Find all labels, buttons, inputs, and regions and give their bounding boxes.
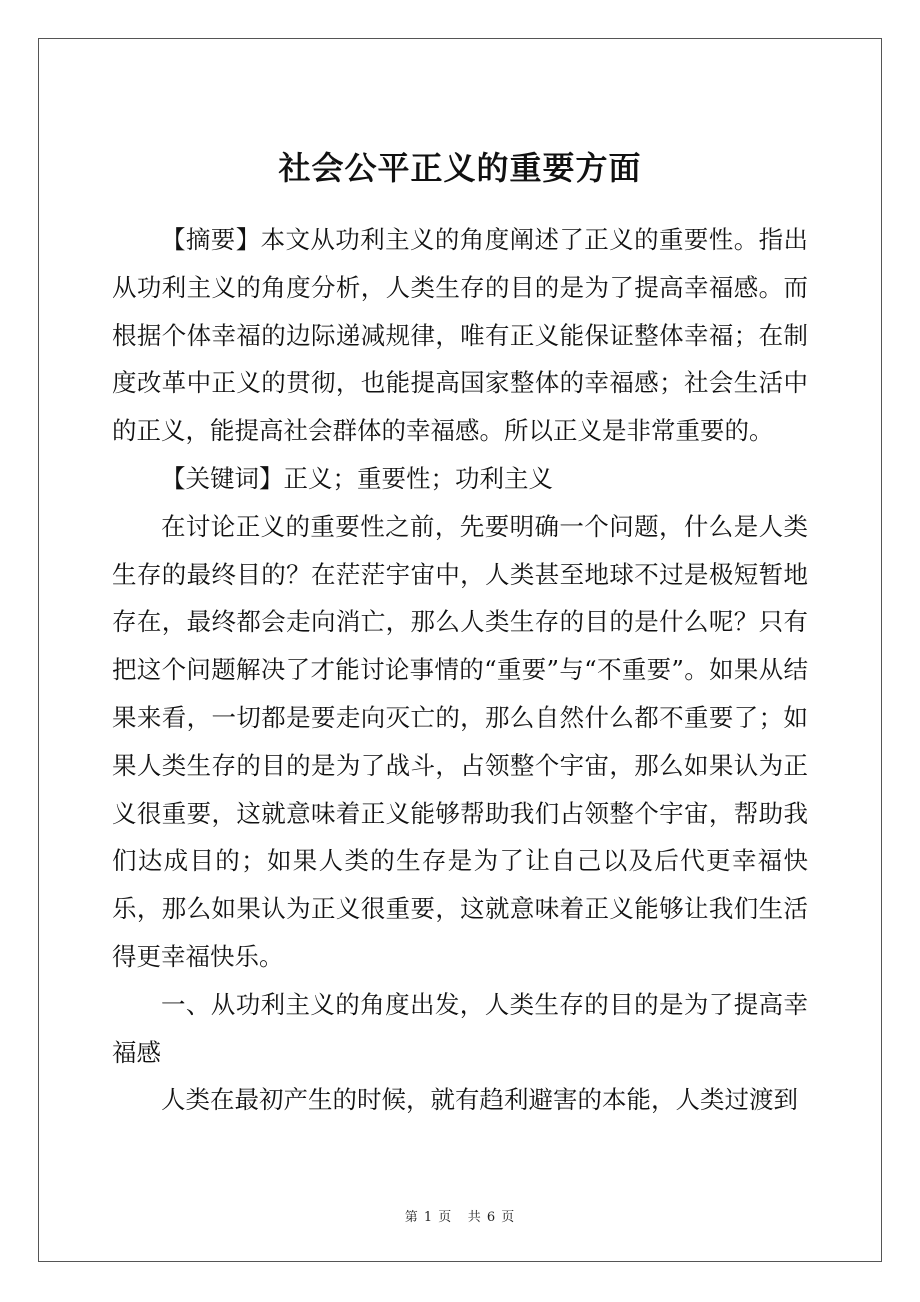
body-paragraph: 在讨论正义的重要性之前，先要明确一个问题，什么是人类生存的最终目的？在茫茫宇宙中，人类甚至地球不过是极短暂地存在，最终都会走向消亡，那么人类生存的目的是什么呢？只有把这个问题解决了才能讨论事情的“重要”与“不重要”。如果从结果来看，一切都是要走向灭亡的，那么自然什么都不重要了；如果人类生存的目的是为了战斗，占领整个宇宙，那么如果认为正义很重要，这就意味着正义能够帮助我们占领整个宇宙，帮助我们达成目的；如果人类的生存是为了让自己以及后代更幸福快乐，那么如果认为正义很重要，这就意味着正义能够让我们生活得更幸福快乐。 [112, 511, 808, 971]
document-title: 社会公平正义的重要方面 [278, 149, 642, 187]
page-footer [0, 1206, 920, 1225]
keywords-paragraph: 【关键词】正义；重要性；功利主义 [161, 463, 553, 493]
document-body [112, 140, 808, 1124]
page-number: 第 1 页 [404, 1210, 453, 1225]
section-heading: 一、从功利主义的角度出发，人类生存的目的是为了提高幸福感 [112, 989, 808, 1067]
abstract-paragraph: 【摘要】本文从功利主义的角度阐述了正义的重要性。指出从功利主义的角度分析，人类生存的目的是为了提高幸福感。而根据个体幸福的边际递减规律，唯有正义能保证整体幸福；在制度改革中正义的贯彻，也能提高国家整体的幸福感；社会生活中的正义，能提高社会群体的幸福感。所以正义是非常重要的。 [112, 225, 808, 446]
body-paragraph: 人类在最初产生的时候，就有趋利避害的本能，人类过渡到 [161, 1085, 798, 1115]
page-total: 共 6 页 [467, 1210, 516, 1225]
